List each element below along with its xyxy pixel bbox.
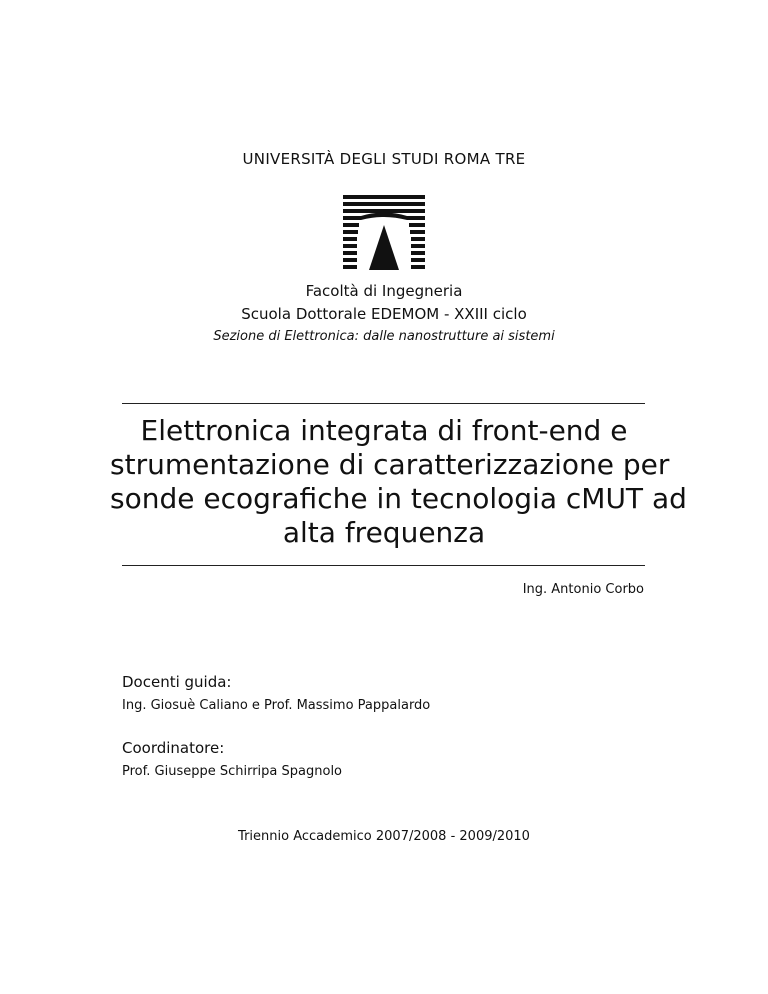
tutors-names: Ing. Giosuè Caliano e Prof. Massimo Pappalardo — [122, 698, 431, 713]
title-line: sonde ecografiche in tecnologia cMUT ad — [110, 482, 687, 515]
coordinator-name: Prof. Giuseppe Schirripa Spagnolo — [122, 764, 343, 779]
title-line: Elettronica integrata di front-end e — [140, 414, 628, 447]
section-name: Sezione di Elettronica: dalle nanostrutture ai sistemi — [213, 329, 555, 344]
title-line: strumentazione di caratterizzazione per — [110, 448, 670, 481]
thesis-title — [110, 414, 687, 550]
coordinator-label: Coordinatore: — [122, 739, 225, 757]
doctoral-school: Scuola Dottorale EDEMOM - XXIII ciclo — [241, 305, 527, 323]
title-bottom-rule — [122, 565, 645, 566]
tutors-label: Docenti guida: — [122, 673, 232, 691]
author-name: Ing. Antonio Corbo — [522, 582, 644, 597]
university-name: UNIVERSITÀ DEGLI STUDI ROMA TRE — [242, 150, 526, 168]
title-top-rule — [122, 403, 645, 404]
title-line: alta frequenza — [282, 516, 486, 549]
university-arch-logo-icon — [343, 195, 425, 275]
faculty-name: Facoltà di Ingegneria — [305, 282, 463, 300]
academic-years: Triennio Accademico 2007/2008 - 2009/2010 — [238, 829, 530, 844]
